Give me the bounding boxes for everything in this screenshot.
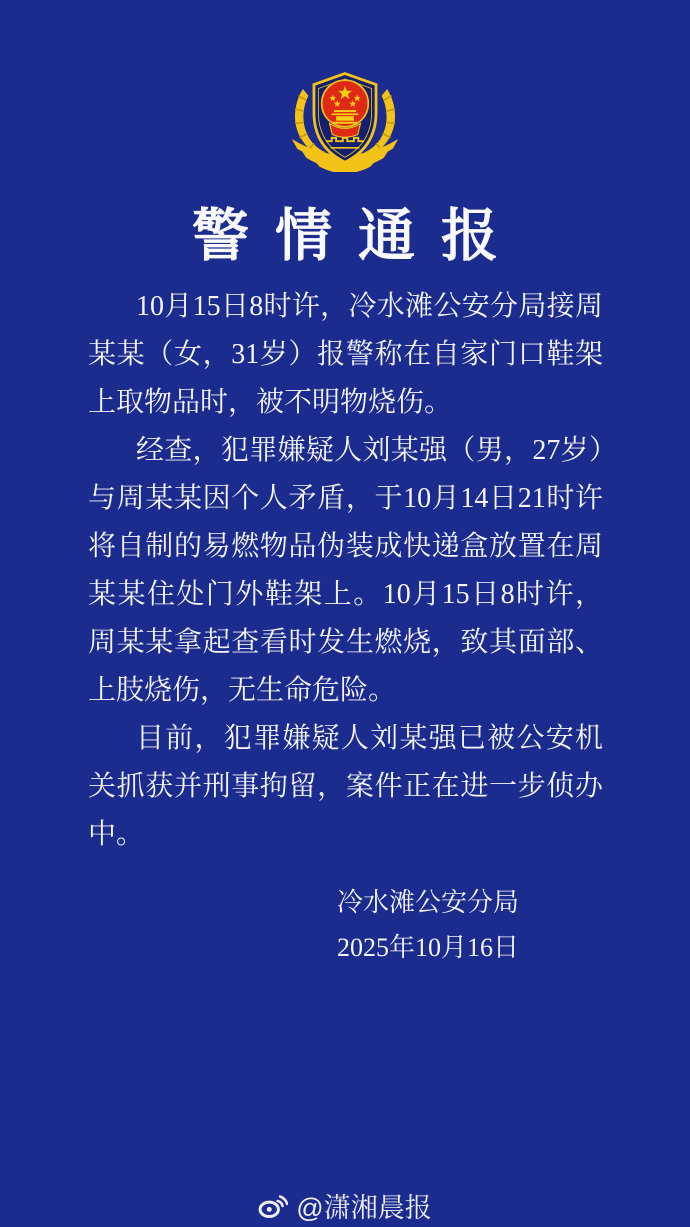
notice-title: 警情通报 [192,205,524,268]
issuing-agency: 冷水滩公安分局 [336,888,519,917]
weibo-handle: @潇湘晨报 [296,1193,432,1223]
chinese-police-badge-icon [284,56,406,172]
paragraph-status: 目前，犯罪嫌疑人刘某强已被公安机关抓获并刑事拘留，案件正在进一步侦办中。 [88,723,603,850]
notice-body [88,283,603,859]
watermark [0,1186,690,1225]
signature-block [278,880,578,970]
emblem-container [0,56,690,177]
issue-date: 2025年10月16日 [336,933,519,962]
weibo-icon [258,1193,288,1219]
paragraph-investigation: 经查，犯罪嫌疑人刘某强（男，27岁）与周某某因个人矛盾，于10月14日21时许将自制的易燃物品伪装成快递盒放置在周某某住处门外鞋架上。10月15日8时许，周某某拿起查看时发生燃烧，致其面部、上肢烧伤，无生命危险。 [88,435,603,706]
paragraph-incident: 10月15日8时许，冷水滩公安分局接周某某（女，31岁）报警称在自家门口鞋架上取物品时，被不明物烧伤。 [88,291,603,418]
